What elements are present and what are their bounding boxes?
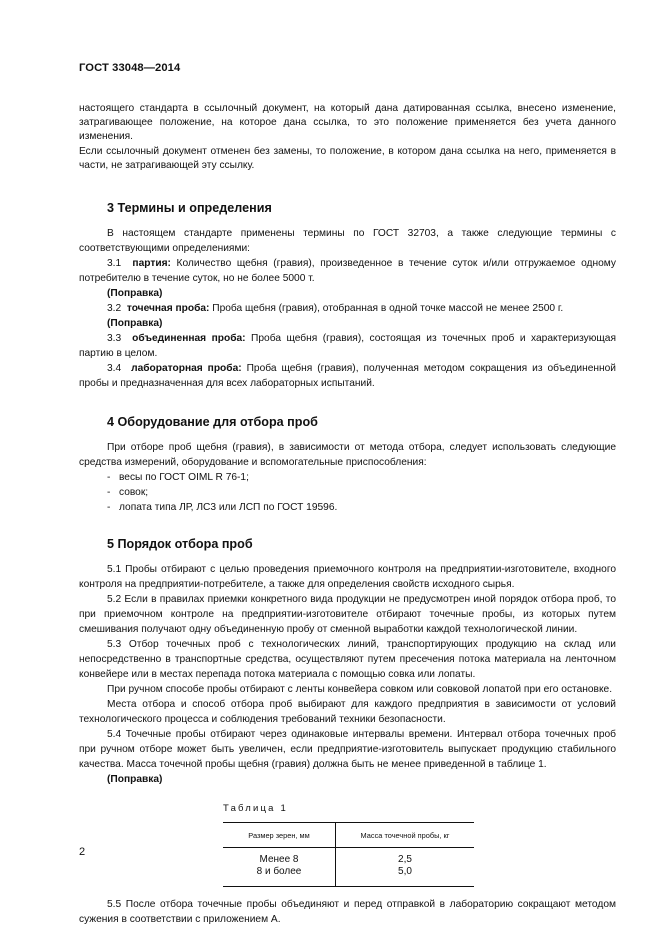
list-item: - лопата типа ЛР, ЛС3 или ЛСП по ГОСТ 19596. [107, 502, 338, 514]
section-3-lead: В настоящем стандарте применены термины по ГОСТ 32703, а также следующие термины с соответствующими определениями: [79, 228, 616, 255]
correction-note: (Поправка) [107, 774, 163, 786]
list-item: - совок; [107, 487, 149, 499]
table-header-sample-mass: Масса точечной пробы, кг [336, 823, 475, 848]
table-cell: 2,5 [398, 854, 412, 866]
table-cell: Менее 8 [223, 848, 336, 867]
section-4-heading: 4 Оборудование для отбора проб [107, 415, 318, 430]
paragraph-5-2: 5.2 Если в правилах приемки конкретного вида продукции не предусмотрен иной порядок отбора проб, то при приемочном контроле на предприятии-изготовителе отбирают точечные пробы, из которых путем смешивания получают одну объединенную пробу от сменной выработки каждой технологической линии. [79, 594, 616, 636]
section-3-heading: 3 Термины и определения [107, 201, 272, 216]
table-caption: Таблица 1 [223, 803, 288, 815]
term-3-3: 3.3 объединенная проба: Проба щебня (гравия), состоящая из точечных проб и характеризующая партию в целом. [79, 333, 616, 360]
table-1 [223, 801, 616, 887]
term-name: партия: [132, 258, 171, 270]
sample-mass-table [223, 822, 474, 887]
correction-note: (Поправка) [107, 288, 163, 300]
paragraph-5-4: 5.4 Точечные пробы отбирают через одинаковые интервалы времени. Интервал отбора точечных проб при ручном отборе может быть увеличен, если предприятие-изготовитель выпускает продукцию стабильного качества. Масса точечной пробы щебня (гравия) должна быть не менее приведенной в таблице 1. [79, 729, 616, 771]
intro-paragraph-2: Если ссылочный документ отменен без замены, то положение, в котором дана ссылка на него, применяется в части, не затрагивающей эту ссылку. [79, 145, 616, 171]
term-name: объединенная проба: [132, 333, 246, 345]
term-3-4: 3.4 лабораторная проба: Проба щебня (гравия), полученная методом сокращения из объединенной пробы и предназначенная для всех лабораторных испытаний. [79, 363, 616, 390]
paragraph-sampling-places: Места отбора и способ отбора проб выбирают для каждого предприятия в зависимости от условий технологического процесса и соблюдения требований техники безопасности. [79, 699, 616, 726]
section-4-lead: При отборе проб щебня (гравия), в зависимости от метода отбора, следует использовать следующие средства измерений, оборудование и вспомогательные приспособления: [79, 442, 616, 469]
table-row [223, 848, 474, 867]
paragraph-5-1: 5.1 Пробы отбирают с целью проведения приемочного контроля на предприятии-изготовителе, входного контроля на предприятии-потребителе, а также для определения свойств исходного сырья. [79, 564, 616, 591]
intro-paragraph-1: настоящего стандарта в ссылочный документ, на который дана датированная ссылка, внесено изменение, затрагивающее положение, на которое дана ссылка, то это положение применяется без учета данного изменения. [79, 103, 616, 143]
section-5-heading: 5 Порядок отбора проб [107, 537, 253, 552]
page-number: 2 [79, 846, 86, 858]
paragraph-manual-sampling: При ручном способе пробы отбирают с ленты конвейера совком или совковой лопатой при его остановке. [107, 684, 613, 696]
paragraph-5-5: 5.5 После отбора точечные пробы объединяют и перед отправкой в лабораторию сокращают методом сужения в соответствии с приложением А. [79, 899, 616, 926]
correction-note: (Поправка) [107, 318, 163, 330]
document-body [79, 102, 616, 927]
term-3-1: 3.1 партия: Количество щебня (гравия), произведенное в течение суток и/или отгружаемое одному потребителю в течение суток, но не более 5000 т. [79, 258, 616, 285]
term-name: лабораторная проба: [131, 363, 242, 375]
term-3-2: 3.2 точечная проба: Проба щебня (гравия), отобранная в одной точке массой не менее 2500 г. [107, 303, 564, 315]
table-row [223, 866, 474, 887]
term-name: точечная проба: [126, 303, 210, 315]
list-item: - весы по ГОСТ OIML R 76-1; [107, 472, 249, 484]
page-header: ГОСТ 33048—2014 [79, 62, 181, 74]
table-header-grain-size: Размер зерен, мм [223, 823, 336, 848]
paragraph-5-3: 5.3 Отбор точечных проб с технологических линий, транспортирующих продукцию на склад или непосредственно в транспортные средства, осуществляют путем пресечения потока материала на ленточном конвейере или в местах перепада потока материала с помощью совка или лопаты. [79, 639, 616, 681]
table-cell: 8 и более [223, 866, 336, 887]
table-cell: 5,0 [398, 866, 412, 878]
